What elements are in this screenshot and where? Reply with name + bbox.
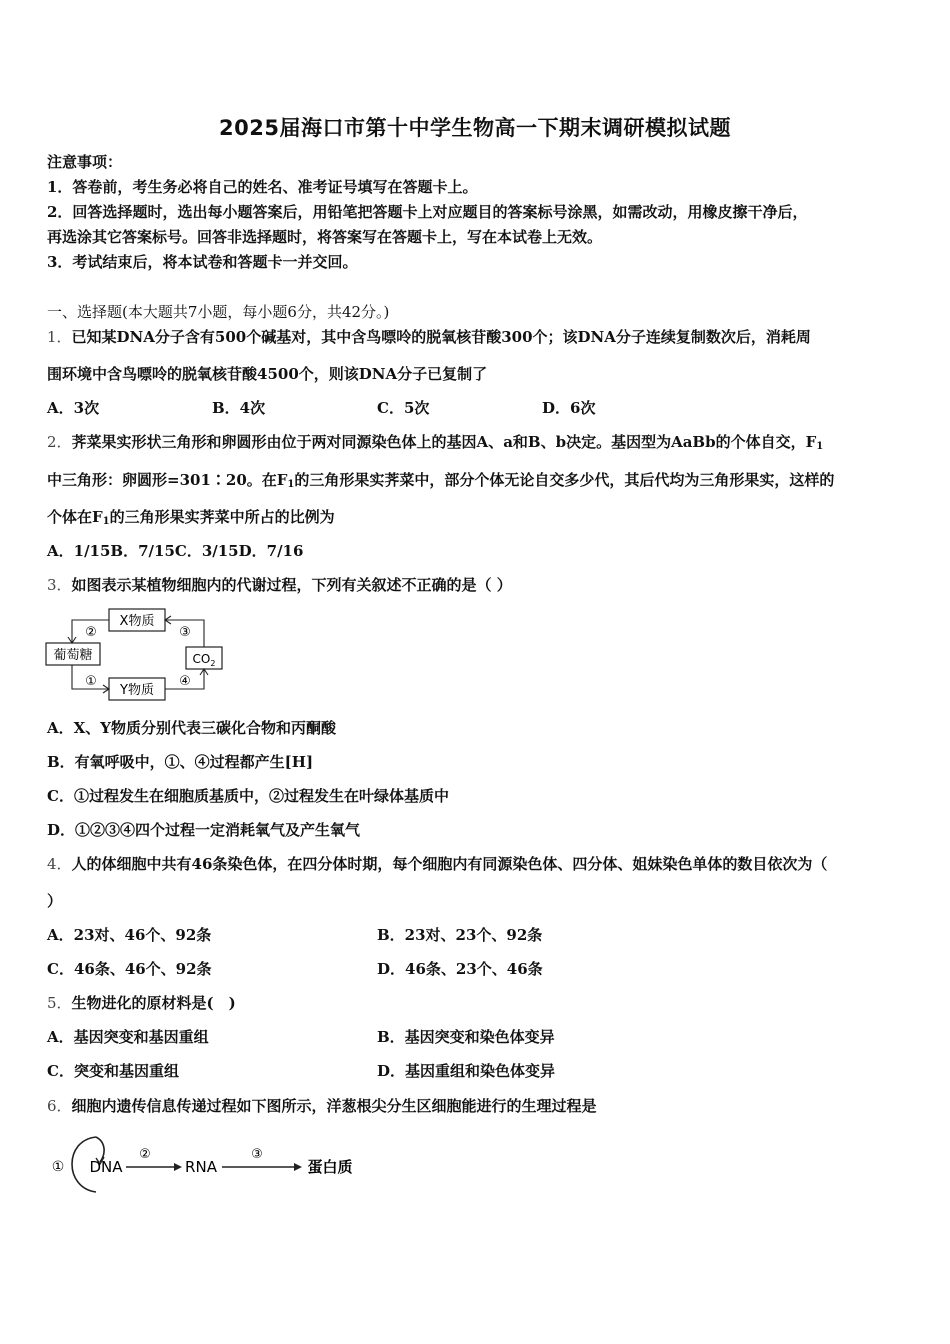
notice-heading: 注意事项：: [47, 153, 123, 171]
option: A．3次: [47, 399, 100, 417]
dna-label: DNA: [89, 1158, 123, 1176]
question-number: 4．: [47, 855, 72, 873]
question-6-line: [47, 1096, 597, 1116]
rna-label: RNA: [185, 1158, 217, 1176]
option: B．有氧呼吸中，①、④过程都产生[H]: [47, 753, 314, 771]
question-text: 的三角形果实荠菜中，部分个体无论自交多少代，其后代均为三角形果实，这样的: [294, 471, 835, 489]
question-text: 人的体细胞中共有46条染色体，在四分体时期，每个细胞内有同源染色体、四分体、姐妹染色单体的数目依次为（: [71, 855, 828, 873]
process-3-label: ③: [179, 625, 191, 640]
notice-item: 2．回答选择题时，选出每小题答案后，用铅笔把答题卡上对应题目的答案标号涂黑，如需改动，用橡皮擦干净后，: [47, 203, 808, 221]
option: D．基因重组和染色体变异: [377, 1062, 556, 1080]
question-4-line: ）: [47, 892, 63, 910]
notice-item: 3．考试结束后，将本试卷和答题卡一并交回。: [47, 253, 358, 271]
metabolism-diagram: [44, 606, 226, 704]
translation-label: ③: [251, 1147, 263, 1162]
question-text: 荠菜果实形状三角形和卵圆形由位于两对同源染色体上的基因A、a和B、b决定。基因型为AaBb的个体自交，F: [71, 433, 817, 451]
option: A．1/15B．7/15C．3/15D．7/16: [47, 542, 304, 560]
question-number: 1．: [47, 328, 72, 346]
genetic-flow-diagram: [44, 1128, 364, 1200]
subscript: 1: [816, 441, 824, 452]
translation-arrowhead: [294, 1163, 302, 1171]
process-1-label: ①: [85, 674, 97, 689]
co2-label: $CO_2$: [192, 652, 216, 668]
question-text: 中三角形：卵圆形=301∶20。在F: [47, 471, 288, 489]
question-text: 个体在F: [47, 508, 103, 526]
option: A．基因突变和基因重组: [47, 1028, 209, 1046]
page-title: 2025届海口市第十中学生物高一下期末调研模拟试题: [219, 116, 731, 140]
option: D．①②③④四个过程一定消耗氧气及产生氧气: [47, 821, 361, 839]
option: B．23对、23个、92条: [377, 926, 543, 944]
glucose-label: 葡萄糖: [53, 648, 93, 663]
question-text: 已知某DNA分子含有500个碱基对，其中含鸟嘌呤的脱氧核苷酸300个；该DNA分子连续复制数次后，消耗周: [71, 328, 811, 346]
protein-label: 蛋白质: [307, 1158, 353, 1176]
question-text: 生物进化的原材料是( ): [71, 994, 236, 1012]
subscript: 1: [102, 516, 110, 527]
question-2-line: [47, 432, 823, 457]
question-1-line: 围环境中含鸟嘌呤的脱氧核苷酸4500个，则该DNA分子已复制了: [47, 365, 488, 383]
option: C．①过程发生在细胞质基质中，②过程发生在叶绿体基质中: [47, 787, 449, 805]
option: B．4次: [212, 399, 266, 417]
option: D．6次: [542, 399, 596, 417]
y-substance-label: Y物质: [120, 683, 154, 698]
option: C．突变和基因重组: [47, 1062, 179, 1080]
question-number: 2．: [47, 433, 72, 451]
replication-label: ①: [51, 1159, 65, 1175]
question-number: 3．: [47, 576, 72, 594]
question-text: 细胞内遗传信息传递过程如下图所示，洋葱根尖分生区细胞能进行的生理过程是: [71, 1097, 597, 1115]
question-text: 的三角形果实荠菜中所占的比例为: [109, 508, 335, 526]
process-4-label: ④: [179, 674, 191, 689]
notice-item: 再选涂其它答案标号。回答非选择题时，将答案写在答题卡上，写在本试卷上无效。: [47, 228, 603, 246]
notice-item: 1．答卷前，考生务必将自己的姓名、准考证号填写在答题卡上。: [47, 178, 478, 196]
question-number: 6．: [47, 1097, 72, 1115]
subscript: 1: [287, 479, 295, 490]
option: D．46条、23个、46条: [377, 960, 543, 978]
x-substance-label: X物质: [119, 614, 155, 629]
section-heading: 一、选择题(本大题共7小题，每小题6分，共42分。): [47, 303, 390, 321]
question-2-line: [47, 507, 335, 532]
transcription-label: ②: [139, 1147, 151, 1162]
option: A．X、Y物质分别代表三碳化合物和丙酮酸: [47, 719, 336, 737]
question-2-line: [47, 470, 834, 495]
option: C．46条、46个、92条: [47, 960, 212, 978]
question-number: 5．: [47, 994, 72, 1012]
question-5-line: [47, 993, 236, 1013]
question-1-line: [47, 327, 811, 347]
option: B．基因突变和染色体变异: [377, 1028, 555, 1046]
question-text: 如图表示某植物细胞内的代谢过程，下列有关叙述不正确的是（ ）: [71, 576, 512, 594]
option: C．5次: [377, 399, 430, 417]
process-2-label: ②: [85, 625, 97, 640]
question-3-line: [47, 575, 512, 595]
transcription-arrowhead: [174, 1163, 182, 1171]
question-4-line: [47, 854, 827, 874]
option: A．23对、46个、92条: [47, 926, 212, 944]
